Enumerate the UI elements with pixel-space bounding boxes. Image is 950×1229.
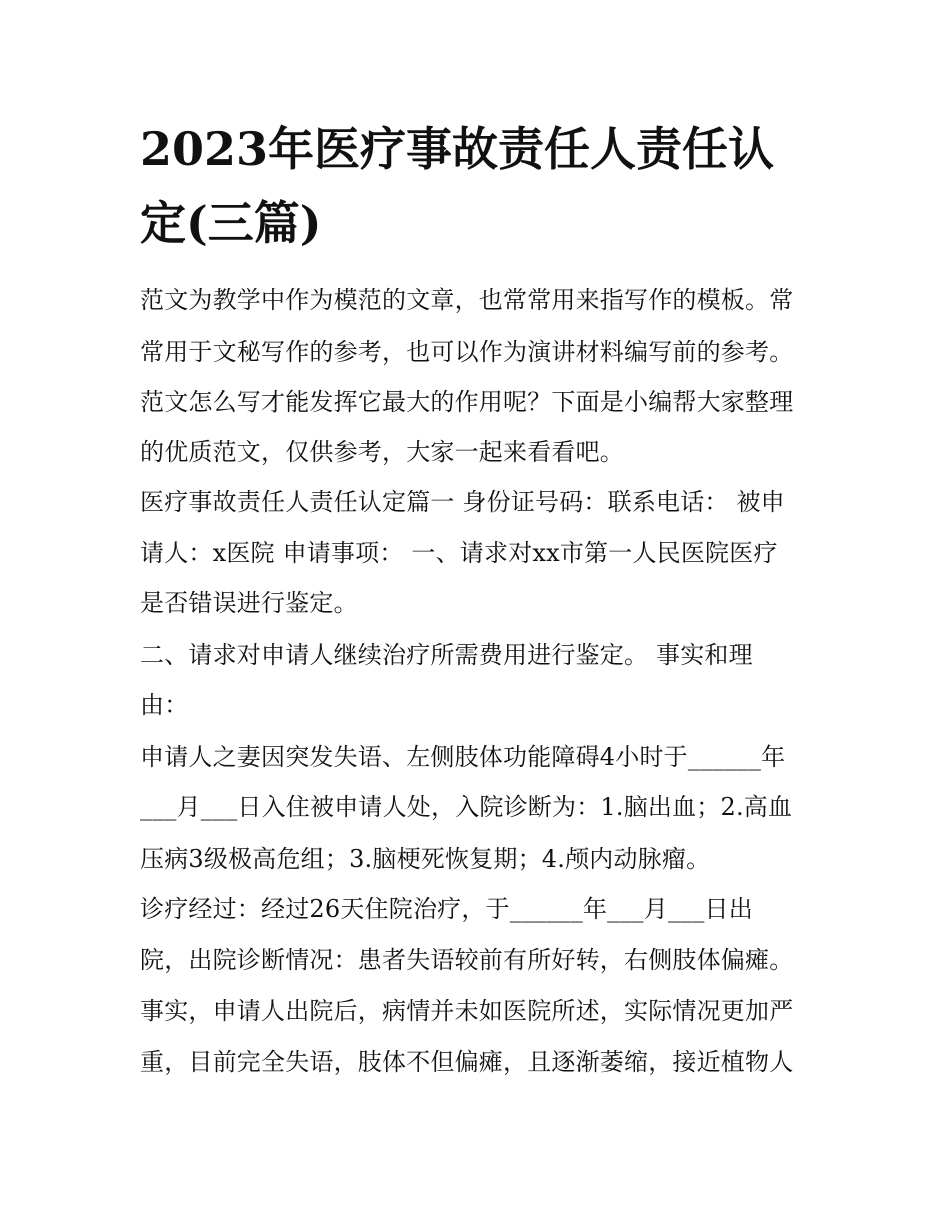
paragraph-line-3: 范文怎么写才能发挥它最大的作用呢？下面是小编帮大家整理 — [140, 388, 794, 416]
document-title — [140, 112, 820, 260]
paragraph-line-16: 重，目前完全失语，肢体不但偏瘫，且逐渐萎缩，接近植物人 — [140, 1048, 794, 1076]
paragraph-line-2: 常用于文秘写作的参考，也可以作为演讲材料编写前的参考。 — [140, 338, 794, 366]
paragraph-line-8: 二、请求对申请人继续治疗所需费用进行鉴定。 事实和理 — [140, 641, 753, 669]
paragraph-line-5: 医疗事故责任人责任认定篇一 身份证号码：联系电话： 被申 — [140, 488, 785, 516]
paragraph-line-7: 是否错误进行鉴定。 — [140, 589, 358, 617]
paragraph-line-14: 院，出院诊断情况：患者失语较前有所好转，右侧肢体偏瘫。 — [140, 946, 794, 974]
paragraph-line-12: 压病3级极高危组；3.脑梗死恢复期；4.颅内动脉瘤。 — [140, 845, 711, 873]
paragraph-line-15: 事实，申请人出院后，病情并未如医院所述，实际情况更加严 — [140, 997, 794, 1025]
paragraph-line-6: 请人：x医院 申请事项： 一、请求对xx市第一人民医院医疗 — [140, 539, 778, 567]
paragraph-line-13: 诊疗经过：经过26天住院治疗，于______年___月___日出 — [140, 895, 753, 923]
paragraph-line-11: ___月___日入住被申请人处，入院诊断为：1.脑出血；2.高血 — [140, 793, 793, 821]
paragraph-line-4: 的优质范文，仅供参考，大家一起来看看吧。 — [140, 438, 624, 466]
title-line-2: 定(三篇) — [140, 196, 322, 250]
title-line-1: 2023年医疗事故责任人责任认 — [140, 122, 775, 176]
paragraph-line-9: 由： — [140, 691, 189, 719]
paragraph-line-10: 申请人之妻因突发失语、左侧肢体功能障碍4小时于______年 — [140, 743, 786, 771]
paragraph-line-1: 范文为教学中作为模范的文章，也常常用来指写作的模板。常 — [140, 286, 794, 314]
